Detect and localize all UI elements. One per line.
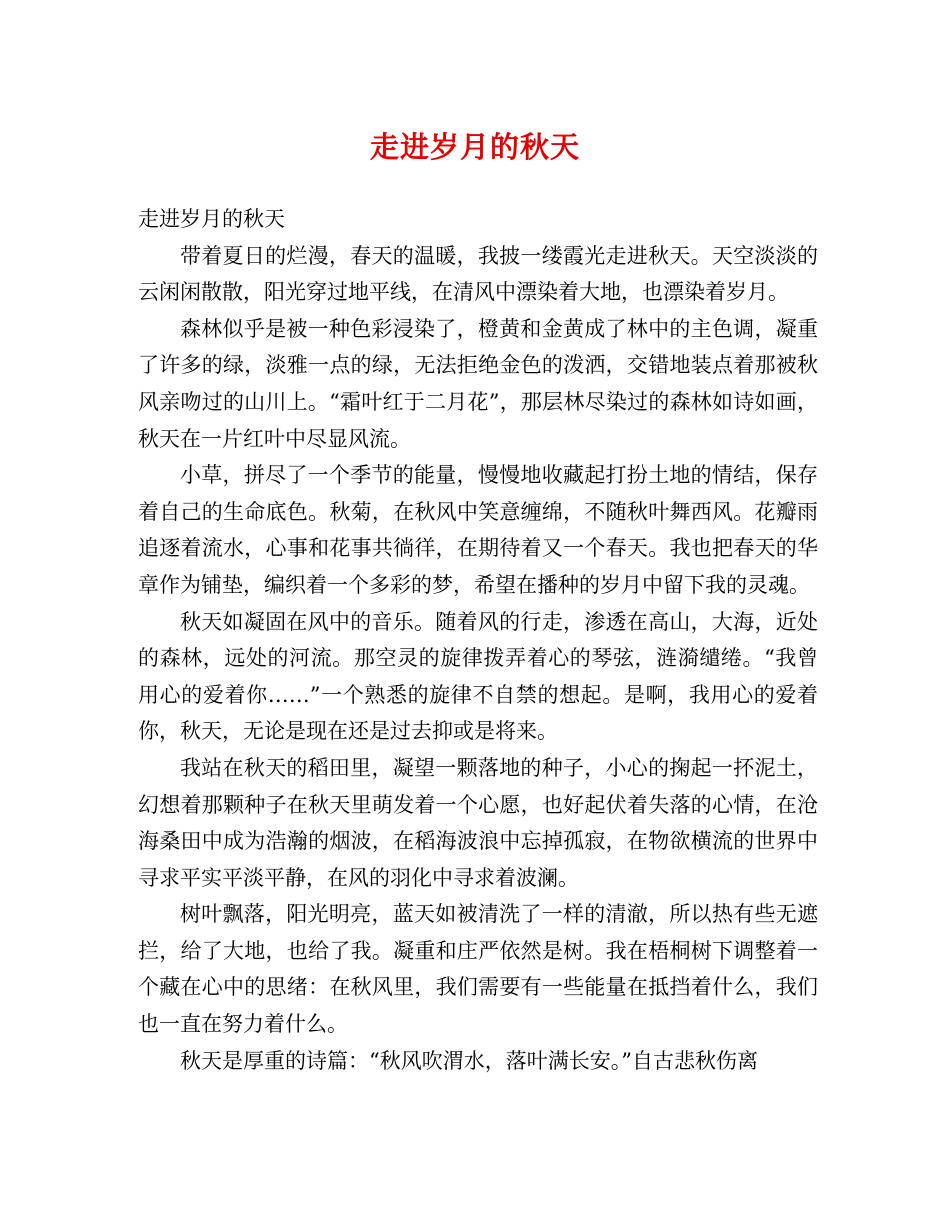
paragraph: 森林似乎是被一种色彩浸染了，橙黄和金黄成了林中的主色调，凝重了许多的绿，淡雅一点的绿，无法拒绝金色的泼洒，交错地装点着那被秋风亲吻过的山川上。“霜叶红于二月花”，那层林尽染过的森林如诗如画，秋天在一片红叶中尽显风流。	[138, 316, 818, 451]
paragraph: 秋天如凝固在风中的音乐。随着风的行走，渗透在高山，大海，近处的森林，远处的河流。那空灵的旋律拨弄着心的琴弦，涟漪缱绻。“我曾用心的爱着你……”一个熟悉的旋律不自禁的想起。是啊，我用心的爱着你，秋天，无论是现在还是过去抑或是将来。	[138, 609, 818, 744]
paragraph: 带着夏日的烂漫，春天的温暖，我披一缕霞光走进秋天。天空淡淡的云闲闲散散，阳光穿过地平线，在清风中漂染着大地，也漂染着岁月。	[138, 243, 818, 305]
paragraph: 树叶飘落，阳光明亮，蓝天如被清洗了一样的清澈，所以热有些无遮拦，给了大地，也给了我。凝重和庄严依然是树。我在梧桐树下调整着一个藏在心中的思绪：在秋风里，我们需要有一些能量在抵挡着什么，我们也一直在努力着什么。	[138, 902, 818, 1037]
paragraph: 小草，拼尽了一个季节的能量，慢慢地收藏起打扮土地的情结，保存着自己的生命底色。秋菊，在秋风中笑意缠绵，不随秋叶舞西风。花瓣雨追逐着流水，心事和花事共徜徉，在期待着又一个春天。我也把春天的华章作为铺垫，编织着一个多彩的梦，希望在播种的岁月中留下我的灵魂。	[138, 463, 818, 597]
paragraph: 我站在秋天的稻田里，凝望一颗落地的种子，小心的掬起一抔泥土，幻想着那颗种子在秋天里萌发着一个心愿，也好起伏着失落的心情，在沧海桑田中成为浩瀚的烟波，在稻海波浪中忘掉孤寂，在物欲横流的世界中寻求平实平淡平静，在风的羽化中寻求着波澜。	[138, 755, 818, 890]
document-subtitle: 走进岁月的秋天	[138, 207, 285, 231]
document-body	[138, 201, 818, 1079]
document-title: 走进岁月的秋天	[369, 130, 580, 164]
paragraph: 秋天是厚重的诗篇：“秋风吹渭水，落叶满长安。”自古悲秋伤离	[180, 1048, 758, 1073]
